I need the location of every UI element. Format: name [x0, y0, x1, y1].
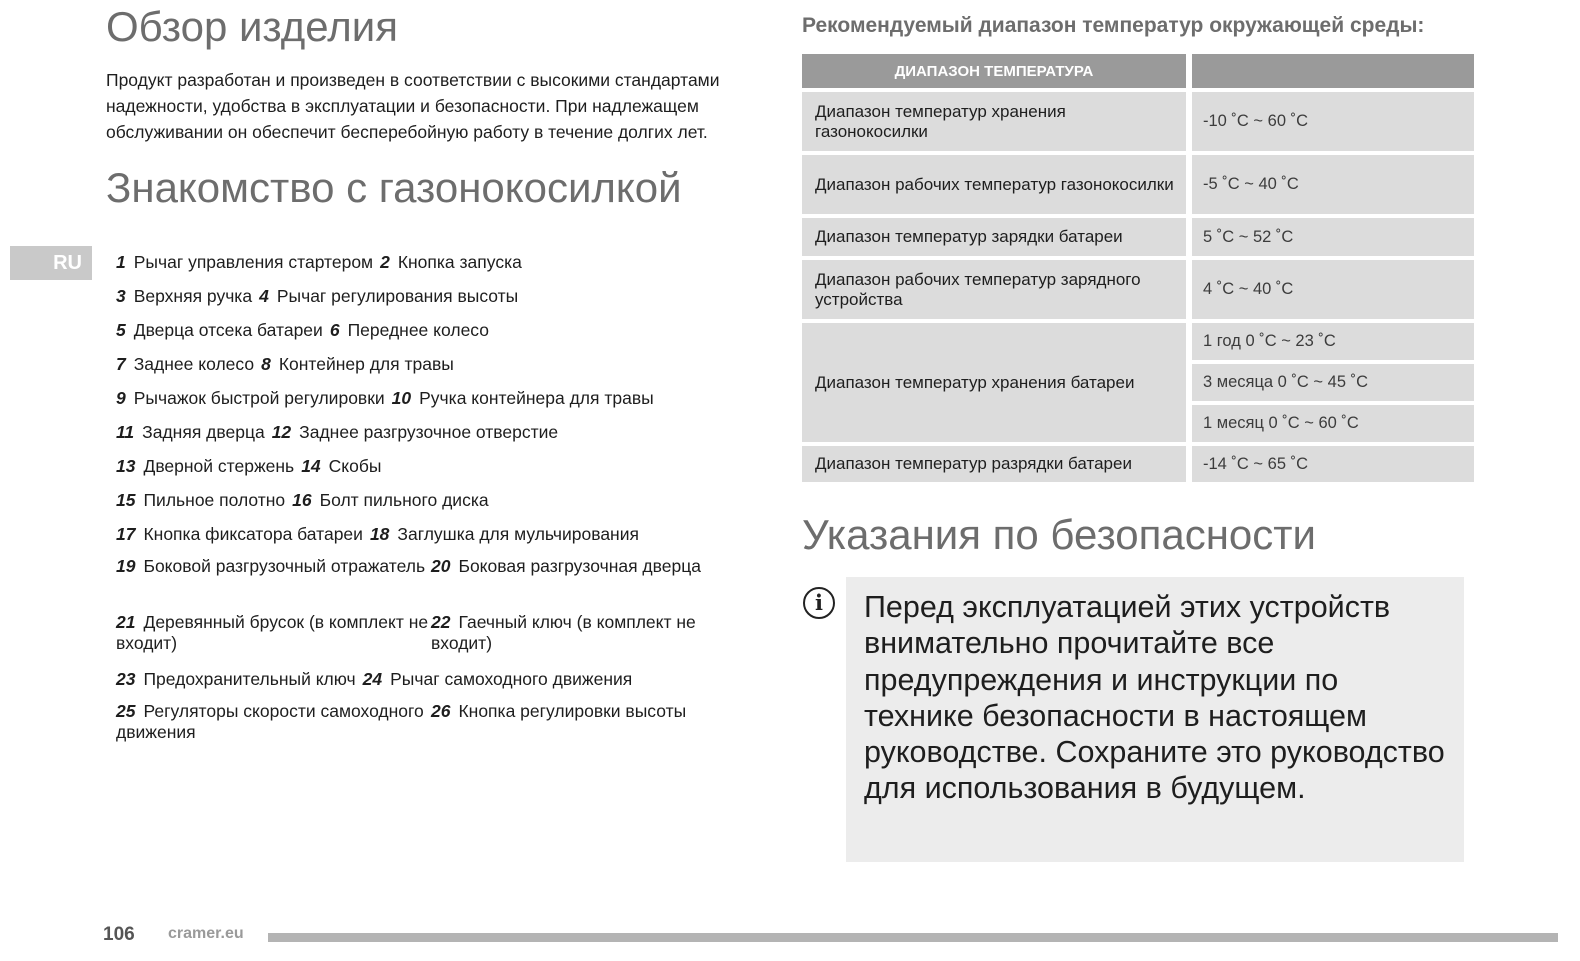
part-number: 26	[431, 701, 451, 721]
part-number: 19	[116, 556, 136, 576]
part-label: Контейнер для травы	[278, 354, 454, 374]
part-label: Деревянный брусок (в комплект не входит)	[116, 612, 429, 653]
part-number: 6	[329, 320, 340, 340]
part-label: Заглушка для мульчирования	[397, 524, 639, 544]
table-header: ДИАПАЗОН ТЕМПЕРАТУРА	[802, 54, 1186, 88]
row-value: 5 ˚C ~ 52 ˚C	[1192, 218, 1474, 256]
temperature-table	[802, 50, 1474, 486]
safety-notice	[846, 577, 1464, 862]
row-value: 3 месяца 0 ˚C ~ 45 ˚C	[1192, 364, 1474, 401]
parts-row	[116, 284, 746, 318]
part-label: Ручка контейнера для травы	[419, 388, 654, 408]
part-label: Болт пильного диска	[319, 490, 489, 510]
part-number: 16	[292, 490, 312, 510]
part-label: Переднее колесо	[347, 320, 489, 340]
part-label: Заднее разгрузочное отверстие	[299, 422, 559, 442]
part-number: 20	[431, 556, 451, 576]
part-label: Дверца отсека батареи	[133, 320, 323, 340]
part-label: Дверной стержень	[143, 456, 295, 476]
row-value: -10 ˚C ~ 60 ˚C	[1192, 92, 1474, 151]
part-number: 5	[116, 320, 126, 340]
part-label: Скобы	[328, 456, 382, 476]
part-number: 11	[116, 422, 135, 442]
row-value: 4 ˚C ~ 40 ˚C	[1192, 260, 1474, 319]
safety-title: Указания по безопасности	[802, 511, 1316, 558]
row-label: Диапазон температур хранения газонокосилки	[802, 92, 1186, 151]
table-row	[802, 155, 1474, 214]
part-label: Рычаг регулирования высоты	[276, 286, 519, 306]
row-label: Диапазон рабочих температур газонокосилки	[802, 155, 1186, 214]
part-number: 4	[259, 286, 269, 306]
part-label: Рычаг управления стартером	[133, 252, 374, 272]
row-value: -14 ˚C ~ 65 ˚C	[1192, 446, 1474, 482]
part-label: Заднее колесо	[133, 354, 255, 374]
part-number: 25	[116, 701, 136, 721]
row-value: 1 год 0 ˚C ~ 23 ˚C	[1192, 323, 1474, 360]
parts-row	[116, 250, 746, 284]
parts-row	[116, 420, 746, 454]
table-row	[802, 218, 1474, 256]
parts-row	[116, 318, 746, 352]
parts-row	[116, 352, 746, 386]
table-row	[802, 446, 1474, 482]
part-number: 9	[116, 388, 126, 408]
part-label: Гаечный ключ (в комплект не входит)	[431, 612, 696, 653]
row-label: Диапазон температур разрядки батареи	[802, 446, 1186, 482]
part-number: 17	[116, 524, 136, 544]
row-label: Диапазон рабочих температур зарядного устройства	[802, 260, 1186, 319]
parts-row	[116, 667, 746, 701]
part-number: 23	[116, 669, 136, 689]
part-number: 15	[116, 490, 136, 510]
part-label: Боковой разгрузочный отражатель	[143, 556, 426, 576]
part-label: Рычаг самоходного движения	[390, 669, 633, 689]
table-row	[802, 92, 1474, 151]
part-number: 2	[380, 252, 390, 272]
parts-row	[116, 488, 746, 522]
table-header-row	[802, 54, 1474, 88]
row-label: Диапазон температур хранения батареи	[802, 323, 1186, 442]
parts-row	[116, 612, 746, 667]
part-number: 14	[301, 456, 321, 476]
row-value: -5 ˚C ~ 40 ˚C	[1192, 155, 1474, 214]
part-label: Рычажок быстрой регулировки	[133, 388, 385, 408]
part-label: Верхняя ручка	[133, 286, 253, 306]
part-number: 7	[116, 354, 126, 374]
part-number: 13	[116, 456, 136, 476]
row-label: Диапазон температур зарядки батареи	[802, 218, 1186, 256]
part-label: Регуляторы скорости самоходного движения	[116, 701, 424, 742]
part-label: Кнопка регулировки высоты	[458, 701, 687, 721]
parts-row	[116, 386, 746, 420]
part-label: Задняя дверца	[142, 422, 265, 442]
part-number: 12	[271, 422, 292, 442]
parts-list	[116, 250, 746, 743]
parts-row	[116, 701, 746, 743]
part-number: 10	[391, 388, 412, 408]
part-number: 24	[362, 669, 383, 689]
part-number: 21	[116, 612, 136, 632]
language-tab: RU	[10, 246, 92, 280]
part-number: 1	[116, 252, 126, 272]
intro-section-title: Знакомство с газонокосилкой	[106, 164, 682, 211]
table-header-empty	[1192, 54, 1474, 88]
part-label: Пильное полотно	[143, 490, 286, 510]
table-row	[802, 260, 1474, 319]
row-value: 1 месяц 0 ˚C ~ 60 ˚C	[1192, 405, 1474, 442]
parts-row	[116, 522, 746, 556]
overview-title: Обзор изделия	[106, 3, 398, 50]
footer-divider	[268, 933, 1558, 942]
part-label: Предохранительный ключ	[143, 669, 356, 689]
overview-text: Продукт разработан и произведен в соответствии с высокими стандартами надежности, удобства в эксплуатации и безопасности. При надлежащем обслуживании он обеспечит бесперебойную работу в течение долгих лет.	[106, 70, 720, 142]
part-number: 8	[261, 354, 271, 374]
part-label: Кнопка фиксатора батареи	[143, 524, 363, 544]
safety-notice-text: Перед эксплуатацией этих устройств внимательно прочитайте все предупреждения и инструкции по технике безопасности в настоящем руководстве. Сохраните это руководство для использования в будущем.	[864, 590, 1445, 806]
temperature-title: Рекомендуемый диапазон температур окружающей среды:	[802, 14, 1425, 37]
table-row	[802, 323, 1474, 360]
part-number: 22	[431, 612, 451, 632]
info-icon: i	[803, 587, 835, 619]
part-number: 18	[369, 524, 390, 544]
part-number: 3	[116, 286, 126, 306]
part-label: Боковая разгрузочная дверца	[458, 556, 701, 576]
parts-row	[116, 556, 746, 612]
page-number: 106	[103, 924, 135, 945]
site-link: cramer.eu	[168, 925, 244, 942]
part-label: Кнопка запуска	[397, 252, 522, 272]
parts-row	[116, 454, 746, 488]
